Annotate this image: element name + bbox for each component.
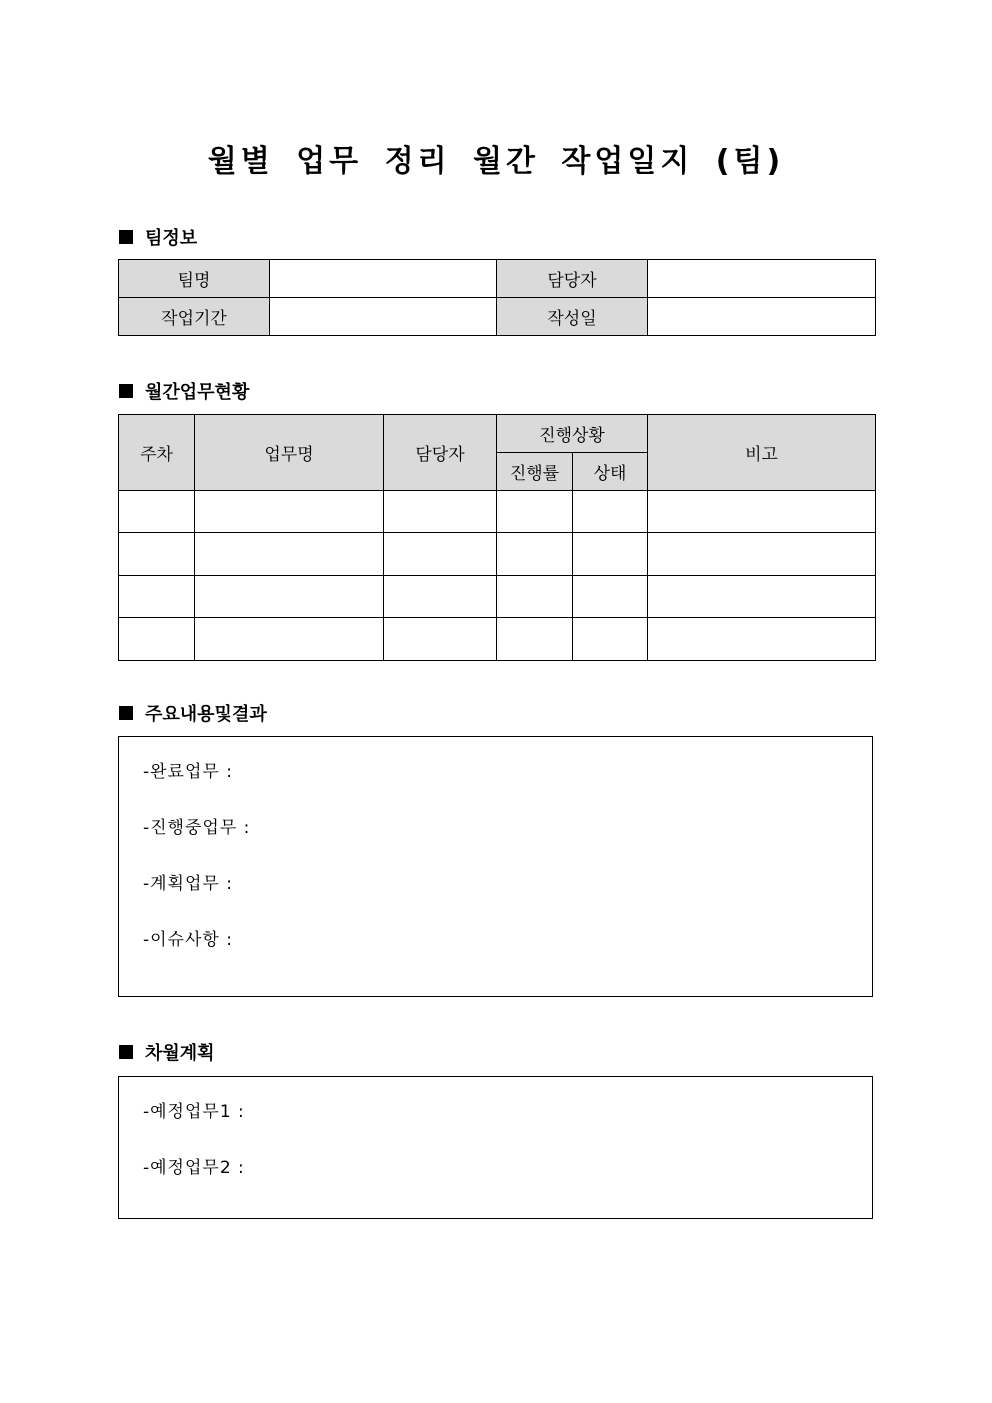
manager-cell[interactable] [384, 533, 497, 576]
state-cell[interactable] [573, 491, 648, 533]
task-name-cell[interactable] [195, 618, 384, 661]
column-header-progress-rate: 진행률 [497, 453, 573, 491]
week-cell[interactable] [119, 491, 195, 533]
issues-line: -이슈사항 : [143, 930, 233, 950]
manager-field[interactable] [648, 260, 876, 298]
column-header-state: 상태 [573, 453, 648, 491]
team-name-label: 팀명 [119, 260, 270, 298]
progress-rate-cell[interactable] [497, 576, 573, 618]
period-label: 작업기간 [119, 298, 270, 336]
completed-tasks-line: -완료업무 : [143, 762, 233, 782]
section-heading-next-month-plan [119, 1039, 215, 1065]
table-row [119, 618, 876, 661]
progress-rate-cell[interactable] [497, 491, 573, 533]
week-cell[interactable] [119, 618, 195, 661]
remarks-cell[interactable] [648, 533, 876, 576]
square-bullet-icon [119, 384, 133, 398]
task-name-cell[interactable] [195, 533, 384, 576]
team-name-field[interactable] [270, 260, 497, 298]
remarks-cell[interactable] [648, 491, 876, 533]
scheduled-task-1-line: -예정업무1 : [143, 1102, 245, 1122]
state-cell[interactable] [573, 533, 648, 576]
date-field[interactable] [648, 298, 876, 336]
state-cell[interactable] [573, 618, 648, 661]
table-row [119, 533, 876, 576]
period-field[interactable] [270, 298, 497, 336]
team-info-table [118, 259, 876, 336]
manager-label: 담당자 [497, 260, 648, 298]
table-row [119, 576, 876, 618]
main-content-box[interactable] [118, 736, 873, 997]
week-cell[interactable] [119, 576, 195, 618]
square-bullet-icon [119, 230, 133, 244]
progress-rate-cell[interactable] [497, 533, 573, 576]
task-name-cell[interactable] [195, 491, 384, 533]
next-month-plan-box[interactable] [118, 1076, 873, 1219]
column-header-task-name: 업무명 [195, 415, 384, 491]
planned-tasks-line: -계획업무 : [143, 874, 233, 894]
section-heading-label: 월간업무현황 [145, 382, 250, 403]
monthly-status-table [118, 414, 876, 661]
manager-cell[interactable] [384, 618, 497, 661]
in-progress-tasks-line: -진행중업무 : [143, 818, 251, 838]
remarks-cell[interactable] [648, 618, 876, 661]
document-title: 월별 업무 정리 월간 작업일지 (팀) [207, 144, 785, 179]
column-header-remarks: 비고 [648, 415, 876, 491]
progress-rate-cell[interactable] [497, 618, 573, 661]
section-heading-label: 팀정보 [145, 228, 198, 249]
date-label: 작성일 [497, 298, 648, 336]
state-cell[interactable] [573, 576, 648, 618]
week-cell[interactable] [119, 533, 195, 576]
remarks-cell[interactable] [648, 576, 876, 618]
column-header-manager: 담당자 [384, 415, 497, 491]
section-heading-team-info [119, 224, 197, 250]
column-header-week: 주차 [119, 415, 195, 491]
square-bullet-icon [119, 1045, 133, 1059]
scheduled-task-2-line: -예정업무2 : [143, 1158, 245, 1178]
section-heading-label: 차월계획 [145, 1043, 215, 1064]
section-heading-main-content [119, 700, 267, 726]
section-heading-monthly-status [119, 378, 249, 404]
column-header-progress-group: 진행상황 [497, 415, 648, 453]
section-heading-label: 주요내용및결과 [145, 704, 267, 725]
square-bullet-icon [119, 706, 133, 720]
manager-cell[interactable] [384, 491, 497, 533]
task-name-cell[interactable] [195, 576, 384, 618]
manager-cell[interactable] [384, 576, 497, 618]
table-row [119, 491, 876, 533]
